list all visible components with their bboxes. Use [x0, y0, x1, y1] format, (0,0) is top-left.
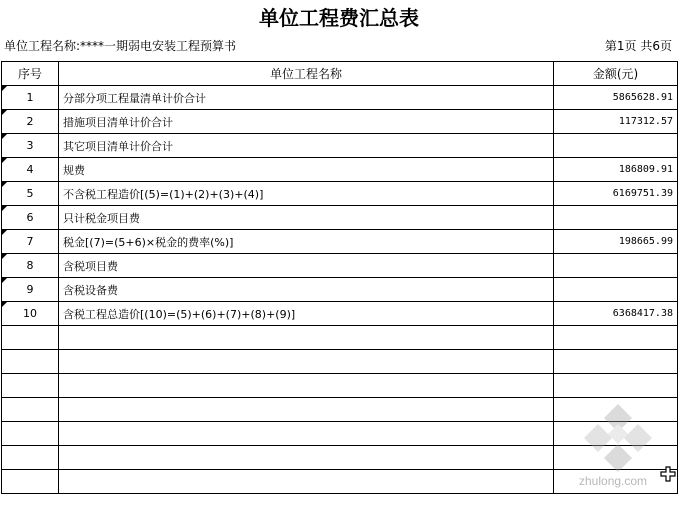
- row-number-text: 9: [26, 283, 34, 296]
- table-row: [2, 254, 678, 278]
- row-number-text: 6: [26, 211, 34, 224]
- table-row: [2, 86, 678, 110]
- row-number[interactable]: [2, 134, 59, 158]
- row-name[interactable]: 措施项目清单计价合计: [59, 110, 554, 134]
- row-amount[interactable]: [554, 254, 678, 278]
- cell-marker-icon: [2, 230, 7, 235]
- row-name[interactable]: 含税项目费: [59, 254, 554, 278]
- row-amount[interactable]: 6368417.38: [554, 302, 678, 326]
- empty-cell[interactable]: [2, 422, 59, 446]
- project-name: 单位工程名称:****一期弱电安装工程预算书: [4, 39, 237, 53]
- table-row: [2, 230, 678, 254]
- row-amount[interactable]: 198665.99: [554, 230, 678, 254]
- row-number[interactable]: [2, 302, 59, 326]
- empty-cell[interactable]: [2, 446, 59, 470]
- empty-row: [2, 398, 678, 422]
- empty-cell[interactable]: [554, 326, 678, 350]
- row-number[interactable]: [2, 230, 59, 254]
- page-info: 第1页 共6页: [604, 39, 672, 53]
- table-row: [2, 134, 678, 158]
- table-row: [2, 278, 678, 302]
- row-number[interactable]: [2, 278, 59, 302]
- row-number[interactable]: [2, 206, 59, 230]
- row-number-text: 5: [26, 187, 34, 200]
- row-amount[interactable]: 5865628.91: [554, 86, 678, 110]
- row-number-text: 2: [26, 115, 34, 128]
- cell-marker-icon: [2, 182, 7, 187]
- row-amount[interactable]: 117312.57: [554, 110, 678, 134]
- header-no: 序号: [2, 62, 59, 86]
- row-name[interactable]: 含税工程总造价[(10)=(5)+(6)+(7)+(8)+(9)]: [59, 302, 554, 326]
- empty-cell[interactable]: [2, 374, 59, 398]
- cell-marker-icon: [2, 110, 7, 115]
- empty-cell[interactable]: [59, 326, 554, 350]
- cell-marker-icon: [2, 86, 7, 91]
- row-amount[interactable]: [554, 206, 678, 230]
- row-number[interactable]: [2, 158, 59, 182]
- move-cursor-icon: [660, 466, 676, 482]
- empty-cell[interactable]: [59, 374, 554, 398]
- empty-cell[interactable]: [59, 398, 554, 422]
- row-amount[interactable]: [554, 278, 678, 302]
- empty-cell[interactable]: [59, 350, 554, 374]
- table-row: [2, 110, 678, 134]
- row-number-text: 7: [26, 235, 34, 248]
- row-name[interactable]: 其它项目清单计价合计: [59, 134, 554, 158]
- cell-marker-icon: [2, 254, 7, 259]
- cell-marker-icon: [2, 206, 7, 211]
- empty-cell[interactable]: [59, 422, 554, 446]
- row-name[interactable]: 分部分项工程量清单计价合计: [59, 86, 554, 110]
- empty-cell[interactable]: [59, 470, 554, 494]
- empty-row: [2, 326, 678, 350]
- row-amount[interactable]: [554, 134, 678, 158]
- empty-cell[interactable]: [2, 326, 59, 350]
- watermark-text: zhulong.com: [579, 474, 648, 488]
- empty-cell[interactable]: [59, 446, 554, 470]
- row-number[interactable]: [2, 86, 59, 110]
- row-name[interactable]: 规费: [59, 158, 554, 182]
- cell-marker-icon: [2, 158, 7, 163]
- row-amount[interactable]: 6169751.39: [554, 182, 678, 206]
- row-number[interactable]: [2, 254, 59, 278]
- empty-row: [2, 446, 678, 470]
- table-row: [2, 206, 678, 230]
- cell-marker-icon: [2, 278, 7, 283]
- empty-cell[interactable]: [554, 350, 678, 374]
- row-number-text: 10: [23, 307, 37, 320]
- table-header-row: [2, 62, 678, 86]
- row-number-text: 3: [26, 139, 34, 152]
- cell-marker-icon: [2, 302, 7, 307]
- header-amount: 金额(元): [554, 62, 678, 86]
- row-name[interactable]: 税金[(7)=(5+6)×税金的费率(%)]: [59, 230, 554, 254]
- row-name[interactable]: 只计税金项目费: [59, 206, 554, 230]
- empty-row: [2, 374, 678, 398]
- row-name[interactable]: 含税设备费: [59, 278, 554, 302]
- row-number[interactable]: [2, 182, 59, 206]
- empty-cell[interactable]: [554, 374, 678, 398]
- empty-row: [2, 350, 678, 374]
- page-title: 单位工程费汇总表: [259, 6, 419, 30]
- table-row: [2, 158, 678, 182]
- row-name[interactable]: 不含税工程造价[(5)=(1)+(2)+(3)+(4)]: [59, 182, 554, 206]
- cell-marker-icon: [2, 134, 7, 139]
- summary-table: [1, 61, 678, 494]
- empty-cell[interactable]: [2, 350, 59, 374]
- table-row: [2, 182, 678, 206]
- empty-cell[interactable]: [2, 470, 59, 494]
- row-amount[interactable]: 186809.91: [554, 158, 678, 182]
- row-number-text: 8: [26, 259, 34, 272]
- empty-cell[interactable]: [2, 398, 59, 422]
- header-name: 单位工程名称: [59, 62, 554, 86]
- empty-row: [2, 422, 678, 446]
- table-row: [2, 302, 678, 326]
- row-number-text: 4: [26, 163, 34, 176]
- empty-row: [2, 470, 678, 494]
- row-number-text: 1: [26, 91, 34, 104]
- row-number[interactable]: [2, 110, 59, 134]
